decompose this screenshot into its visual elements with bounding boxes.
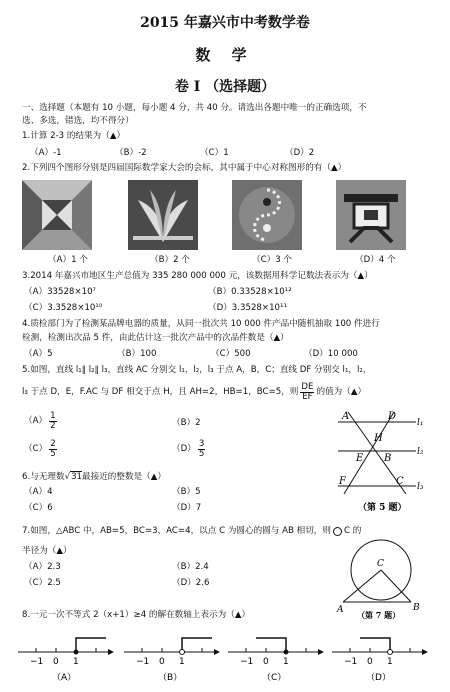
q6-stem: 6.与无理数√31最接近的整数是（▲） [22, 472, 166, 482]
q8-caption-a: （A） [52, 673, 77, 683]
q5-option-c-fraction [49, 440, 56, 459]
q8-c-tick-1: 1 [283, 657, 289, 667]
q7-label-c: C [377, 559, 384, 569]
q6-option-a: （A）4 [24, 487, 53, 497]
q7-line2: 半径为（▲） [22, 546, 72, 556]
q7-figure [333, 530, 428, 620]
q5-label-f: F [339, 476, 346, 487]
q8-caption-c: （C） [262, 673, 287, 683]
q7-option-c: （C）2.5 [24, 578, 61, 588]
q5-option-a-fraction [49, 412, 56, 431]
q3-option-a: （A）33528×10⁷ [24, 287, 96, 297]
q8-b-tick-neg1: −1 [136, 657, 150, 667]
q3-stem: 3.2014 年嘉兴市地区生产总值为 335 280 000 000 元，该数据用科学记数法表示为（▲） [22, 271, 373, 281]
q5-option-d-denominator: 5 [198, 449, 205, 459]
q8-d-tick-1: 1 [387, 657, 393, 667]
page-title: 2015 年嘉兴市中考数学卷 [140, 15, 310, 31]
q1-stem: 1.计算 2-3 的结果为（▲） [22, 131, 126, 141]
q7-figure-caption: （第 7 题） [357, 610, 401, 620]
q1-option-d: （D）2 [285, 148, 315, 158]
q5-ratio-fraction [300, 383, 314, 402]
q4-option-d: （D）10 000 [304, 349, 358, 359]
q8-a-tick-neg1: −1 [30, 657, 44, 667]
q5-option-c [24, 440, 57, 459]
q2-caption-d: （D）4 个 [355, 255, 396, 265]
q2-logo-c [232, 180, 302, 250]
q5-line2-text: l₃ 于点 D，E，F.AC 与 DF 相交于点 H，且 AH=2，HB=1，BC=5，则 [22, 387, 299, 397]
q6-sqrt-radicand: 31 [71, 472, 82, 482]
q4-option-c: （C）500 [211, 349, 251, 359]
q5-line2 [22, 383, 366, 402]
q5-line2-tail: 的值为（▲） [316, 387, 367, 397]
q8-a-tick-0: 0 [53, 657, 59, 667]
q3-option-d: （D）3.3528×10¹¹ [208, 303, 287, 313]
q5-figure-caption: （第 5 题） [358, 503, 407, 513]
q5-option-c-denominator: 5 [50, 449, 56, 459]
q5-label-l2: l₂ [417, 447, 424, 457]
instructions-line1: 一、选择题（本题有 10 小题，每小题 4 分，共 40 分。请选出各题中唯一的正确选项，不 [22, 103, 367, 113]
q6-option-b: （B）5 [172, 487, 201, 497]
q4-line2: 检测，检测出次品 5 件，由此估计这一批次产品中的次品件数是（▲） [22, 333, 289, 343]
q5-option-c-numerator: 2 [50, 439, 56, 449]
q8-a-tick-1: 1 [73, 657, 79, 667]
q5-option-d-numerator: 3 [198, 439, 205, 449]
q5-ratio-numerator: DE [301, 382, 314, 392]
q7-option-d: （D）2.6 [172, 578, 210, 588]
q5-option-c-label: （C） [24, 444, 48, 454]
q7-option-b: （B）2.4 [172, 562, 209, 572]
q7-line1-text: 7.如图，△ABC 中，AB=5，BC=3，AC=4，以点 C 为圆心的圆与 AB 相切，则 [22, 526, 331, 536]
q5-ratio-denominator: EF [302, 392, 313, 402]
q6-stem-suffix: 最接近的整数是（▲） [82, 472, 166, 482]
q8-b-tick-0: 0 [159, 657, 165, 667]
q8-numberline-d [330, 632, 430, 688]
q7-option-a: （A）2.3 [24, 562, 61, 572]
q5-label-e: E [356, 453, 364, 464]
q8-caption-b: （B） [158, 673, 183, 683]
q5-label-l1: l₁ [417, 418, 424, 428]
q1-option-a: （A）-1 [30, 148, 62, 158]
q2-logo-a [22, 180, 92, 250]
q3-option-c: （C）3.3528×10¹⁰ [24, 303, 103, 313]
q5-option-d-fraction [198, 440, 205, 459]
q6-option-d: （D）7 [172, 503, 202, 513]
q2-logo-b [128, 180, 198, 250]
q5-label-h: H [374, 433, 383, 444]
q6-option-c: （C）6 [24, 503, 53, 513]
q8-stem: 8.一元一次不等式 2（x+1）≥4 的解在数轴上表示为（▲） [22, 610, 251, 620]
q5-option-d-label: （D） [172, 444, 196, 454]
q7-label-b: B [413, 603, 420, 613]
q5-option-b: （B）2 [172, 418, 201, 428]
q2-caption-c: （C）3 个 [252, 255, 292, 265]
q1-option-c: （C）1 [200, 148, 229, 158]
q5-label-c: C [396, 476, 404, 487]
q8-numberline-c [226, 632, 326, 688]
q2-caption-a: （A）1 个 [48, 255, 88, 265]
q8-numberline-b [122, 632, 222, 688]
q5-line1: 5.如图，直线 l₁∥ l₂∥ l₃，直线 AC 分别交 l₁，l₂，l₃ 于点 A，B，C；直线 DF 分别交 l₁，l₂， [22, 365, 372, 375]
q8-d-tick-neg1: −1 [344, 657, 358, 667]
q7-line1-tail: C 的 [344, 526, 362, 536]
instructions-line2: 选、多选，错选，均不得分） [22, 116, 134, 126]
q5-option-a-numerator: 1 [50, 411, 56, 421]
q5-label-a: A [342, 411, 350, 422]
q1-option-b: （B）-2 [115, 148, 147, 158]
q3-option-b: （B）0.33528×10¹² [208, 287, 292, 297]
q5-figure [336, 408, 428, 518]
subject-heading: 数 学 [195, 46, 255, 64]
q5-label-l3: l₃ [417, 482, 424, 492]
q8-caption-d: （D） [366, 673, 391, 683]
q5-option-a-label: （A） [24, 416, 48, 426]
q5-label-b: B [384, 453, 392, 464]
q8-c-tick-0: 0 [263, 657, 269, 667]
q2-stem: 2.下列四个图形分别是四届国际数学家大会的会标，其中属于中心对称图形的有（▲） [22, 163, 347, 173]
q2-caption-b: （B）2 个 [150, 255, 190, 265]
q8-c-tick-neg1: −1 [240, 657, 254, 667]
section-heading: 卷 I （选择题） [174, 79, 276, 95]
q5-label-d: D [388, 411, 397, 422]
q7-label-a: A [337, 605, 344, 615]
q5-option-a [24, 412, 57, 431]
q8-d-tick-0: 0 [367, 657, 373, 667]
q4-line1: 4.质检部门为了检测某品牌电器的质量，从同一批次共 10 000 件产品中随机抽取 100 件进行 [22, 319, 380, 329]
q8-b-tick-1: 1 [179, 657, 185, 667]
q8-numberline-a [16, 632, 116, 688]
q5-option-a-denominator: 2 [50, 421, 56, 431]
q4-option-b: （B）100 [117, 349, 157, 359]
q2-logo-d [336, 180, 406, 250]
q7-line1 [22, 526, 361, 537]
q4-option-a: （A）5 [24, 349, 53, 359]
q5-option-d [172, 440, 205, 459]
q6-stem-prefix: 6.与无理数 [22, 472, 65, 482]
